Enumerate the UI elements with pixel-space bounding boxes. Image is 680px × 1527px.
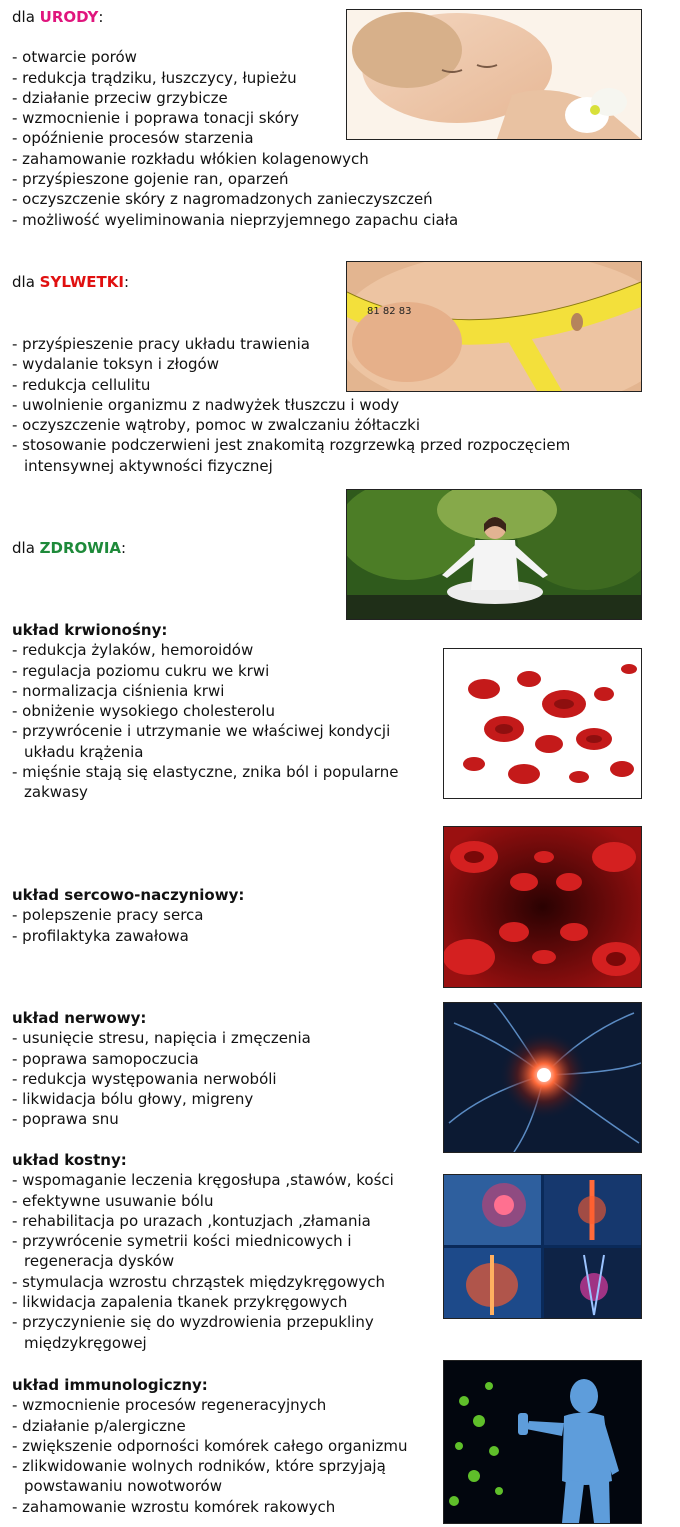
list-item: układu krążenia [24, 742, 144, 761]
blood-vessel-photo [443, 826, 642, 988]
section-title: układ krwionośny: [12, 621, 168, 639]
list-item: - likwidacja bólu głowy, migreny [12, 1090, 254, 1109]
keyword-zdrowia: ZDROWIA [39, 539, 122, 557]
section-title: układ kostny: [12, 1151, 127, 1169]
list-item: - usunięcie stresu, napięcia i zmęczenia [12, 1029, 311, 1048]
list-item: - wzmocnienie i poprawa tonacji skóry [12, 109, 299, 128]
list-item: zakwasy [24, 783, 88, 802]
section-heading-sylwetki: dla SYLWETKI: [12, 273, 130, 291]
list-item: - przyczynienie się do wyzdrowienia przepukliny [12, 1313, 374, 1332]
list-item: - opóźnienie procesów starzenia [12, 129, 254, 148]
list-item: - polepszenie pracy serca [12, 906, 204, 925]
section-sercowo [12, 885, 244, 946]
list-item: - wzmocnienie procesów regeneracyjnych [12, 1396, 327, 1415]
keyword-urody: URODY [39, 8, 99, 26]
list-item: - regulacja poziomu cukru we krwi [12, 661, 270, 680]
list-item: - redukcja żylaków, hemoroidów [12, 641, 254, 660]
list-item: - otwarcie porów [12, 48, 137, 67]
measuring-tape-photo [346, 261, 642, 392]
list-item: - poprawa samopoczucia [12, 1049, 199, 1068]
list-item: - mięśnie stają się elastyczne, znika ból i popularne [12, 763, 399, 782]
list-item: - wspomaganie leczenia kręgosłupa ,stawów, kości [12, 1171, 394, 1190]
list-item: - profilaktyka zawałowa [12, 926, 189, 945]
section-zdrowia [12, 538, 126, 558]
list-item: - możliwość wyeliminowania nieprzyjemnego zapachu ciała [12, 210, 459, 229]
meditation-photo [346, 489, 642, 620]
section-krwionosny [12, 620, 398, 803]
section-sylwetki [12, 272, 129, 292]
list-item: - likwidacja zapalenia tkanek przykręgowych [12, 1293, 348, 1312]
list-item: regeneracja dysków [24, 1252, 175, 1271]
list-item: - działanie p/alergiczne [12, 1416, 186, 1435]
list-item: - działanie przeciw grzybicze [12, 88, 228, 107]
list-item: - przyśpieszone gojenie ran, oparzeń [12, 170, 289, 189]
blood-cells-white-photo [443, 648, 642, 799]
list-item: - wydalanie toksyn i złogów [12, 355, 219, 374]
section-title: układ sercowo-naczyniowy: [12, 886, 245, 904]
skeleton-pain-collage [443, 1174, 642, 1319]
list-item: - stymulacja wzrostu chrząstek międzykręgowych [12, 1272, 386, 1291]
list-item: - zahamowanie rozkładu włókien kolagenowych [12, 149, 369, 168]
neuron-photo [443, 1002, 642, 1153]
list-item: - redukcja występowania nerwobóli [12, 1069, 277, 1088]
list-item: - oczyszczenie wątroby, pomoc w zwalczaniu żółtaczki [12, 416, 421, 435]
list-item: - zwiększenie odporności komórek całego organizmu [12, 1436, 408, 1455]
list-item: - przywrócenie i utrzymanie we właściwej kondycji [12, 722, 391, 741]
immune-body-photo [443, 1360, 642, 1524]
list-item: - efektywne usuwanie bólu [12, 1191, 214, 1210]
list-item: - przywrócenie symetrii kości miednicowych i [12, 1232, 352, 1251]
list-item: - oczyszczenie skóry z nagromadzonych zanieczyszczeń [12, 190, 433, 209]
list-item: - rehabilitacja po urazach ,kontuzjach ,złamania [12, 1211, 371, 1230]
list-item: - poprawa snu [12, 1110, 119, 1129]
list-item: powstawaniu nowotworów [24, 1477, 223, 1496]
svg-text:81 82 83: 81 82 83 [367, 306, 412, 317]
section-kostny [12, 1150, 394, 1353]
list-item: międzykręgowej [24, 1333, 147, 1352]
list-item: - zlikwidowanie wolnych rodników, które sprzyjają [12, 1457, 386, 1476]
section-immunologiczny [12, 1375, 407, 1517]
section-title: układ nerwowy: [12, 1009, 147, 1027]
list-item: - przyśpieszenie pracy układu trawienia [12, 335, 310, 353]
list-item: - zahamowanie wzrostu komórek rakowych [12, 1497, 336, 1516]
list-item: - normalizacja ciśnienia krwi [12, 681, 225, 700]
section-heading-zdrowia: dla ZDROWIA: [12, 539, 127, 557]
keyword-sylwetki: SYLWETKI [39, 273, 124, 291]
section-heading-urody: dla URODY: [12, 8, 104, 26]
list-item: intensywnej aktywności fizycznej [24, 456, 273, 475]
section-nerwowy [12, 1008, 311, 1130]
section-title: układ immunologiczny: [12, 1376, 208, 1394]
list-item: - uwolnienie organizmu z nadwyżek tłuszczu i wody [12, 395, 400, 414]
list-item: - stosowanie podczerwieni jest znakomitą rozgrzewką przed rozpoczęciem [12, 436, 571, 455]
list-item: - obniżenie wysokiego cholesterolu [12, 702, 275, 721]
list-item: - redukcja trądziku, łuszczycy, łupieżu [12, 68, 297, 87]
list-item: - redukcja cellulitu [12, 375, 151, 394]
spa-face-photo [346, 9, 642, 140]
